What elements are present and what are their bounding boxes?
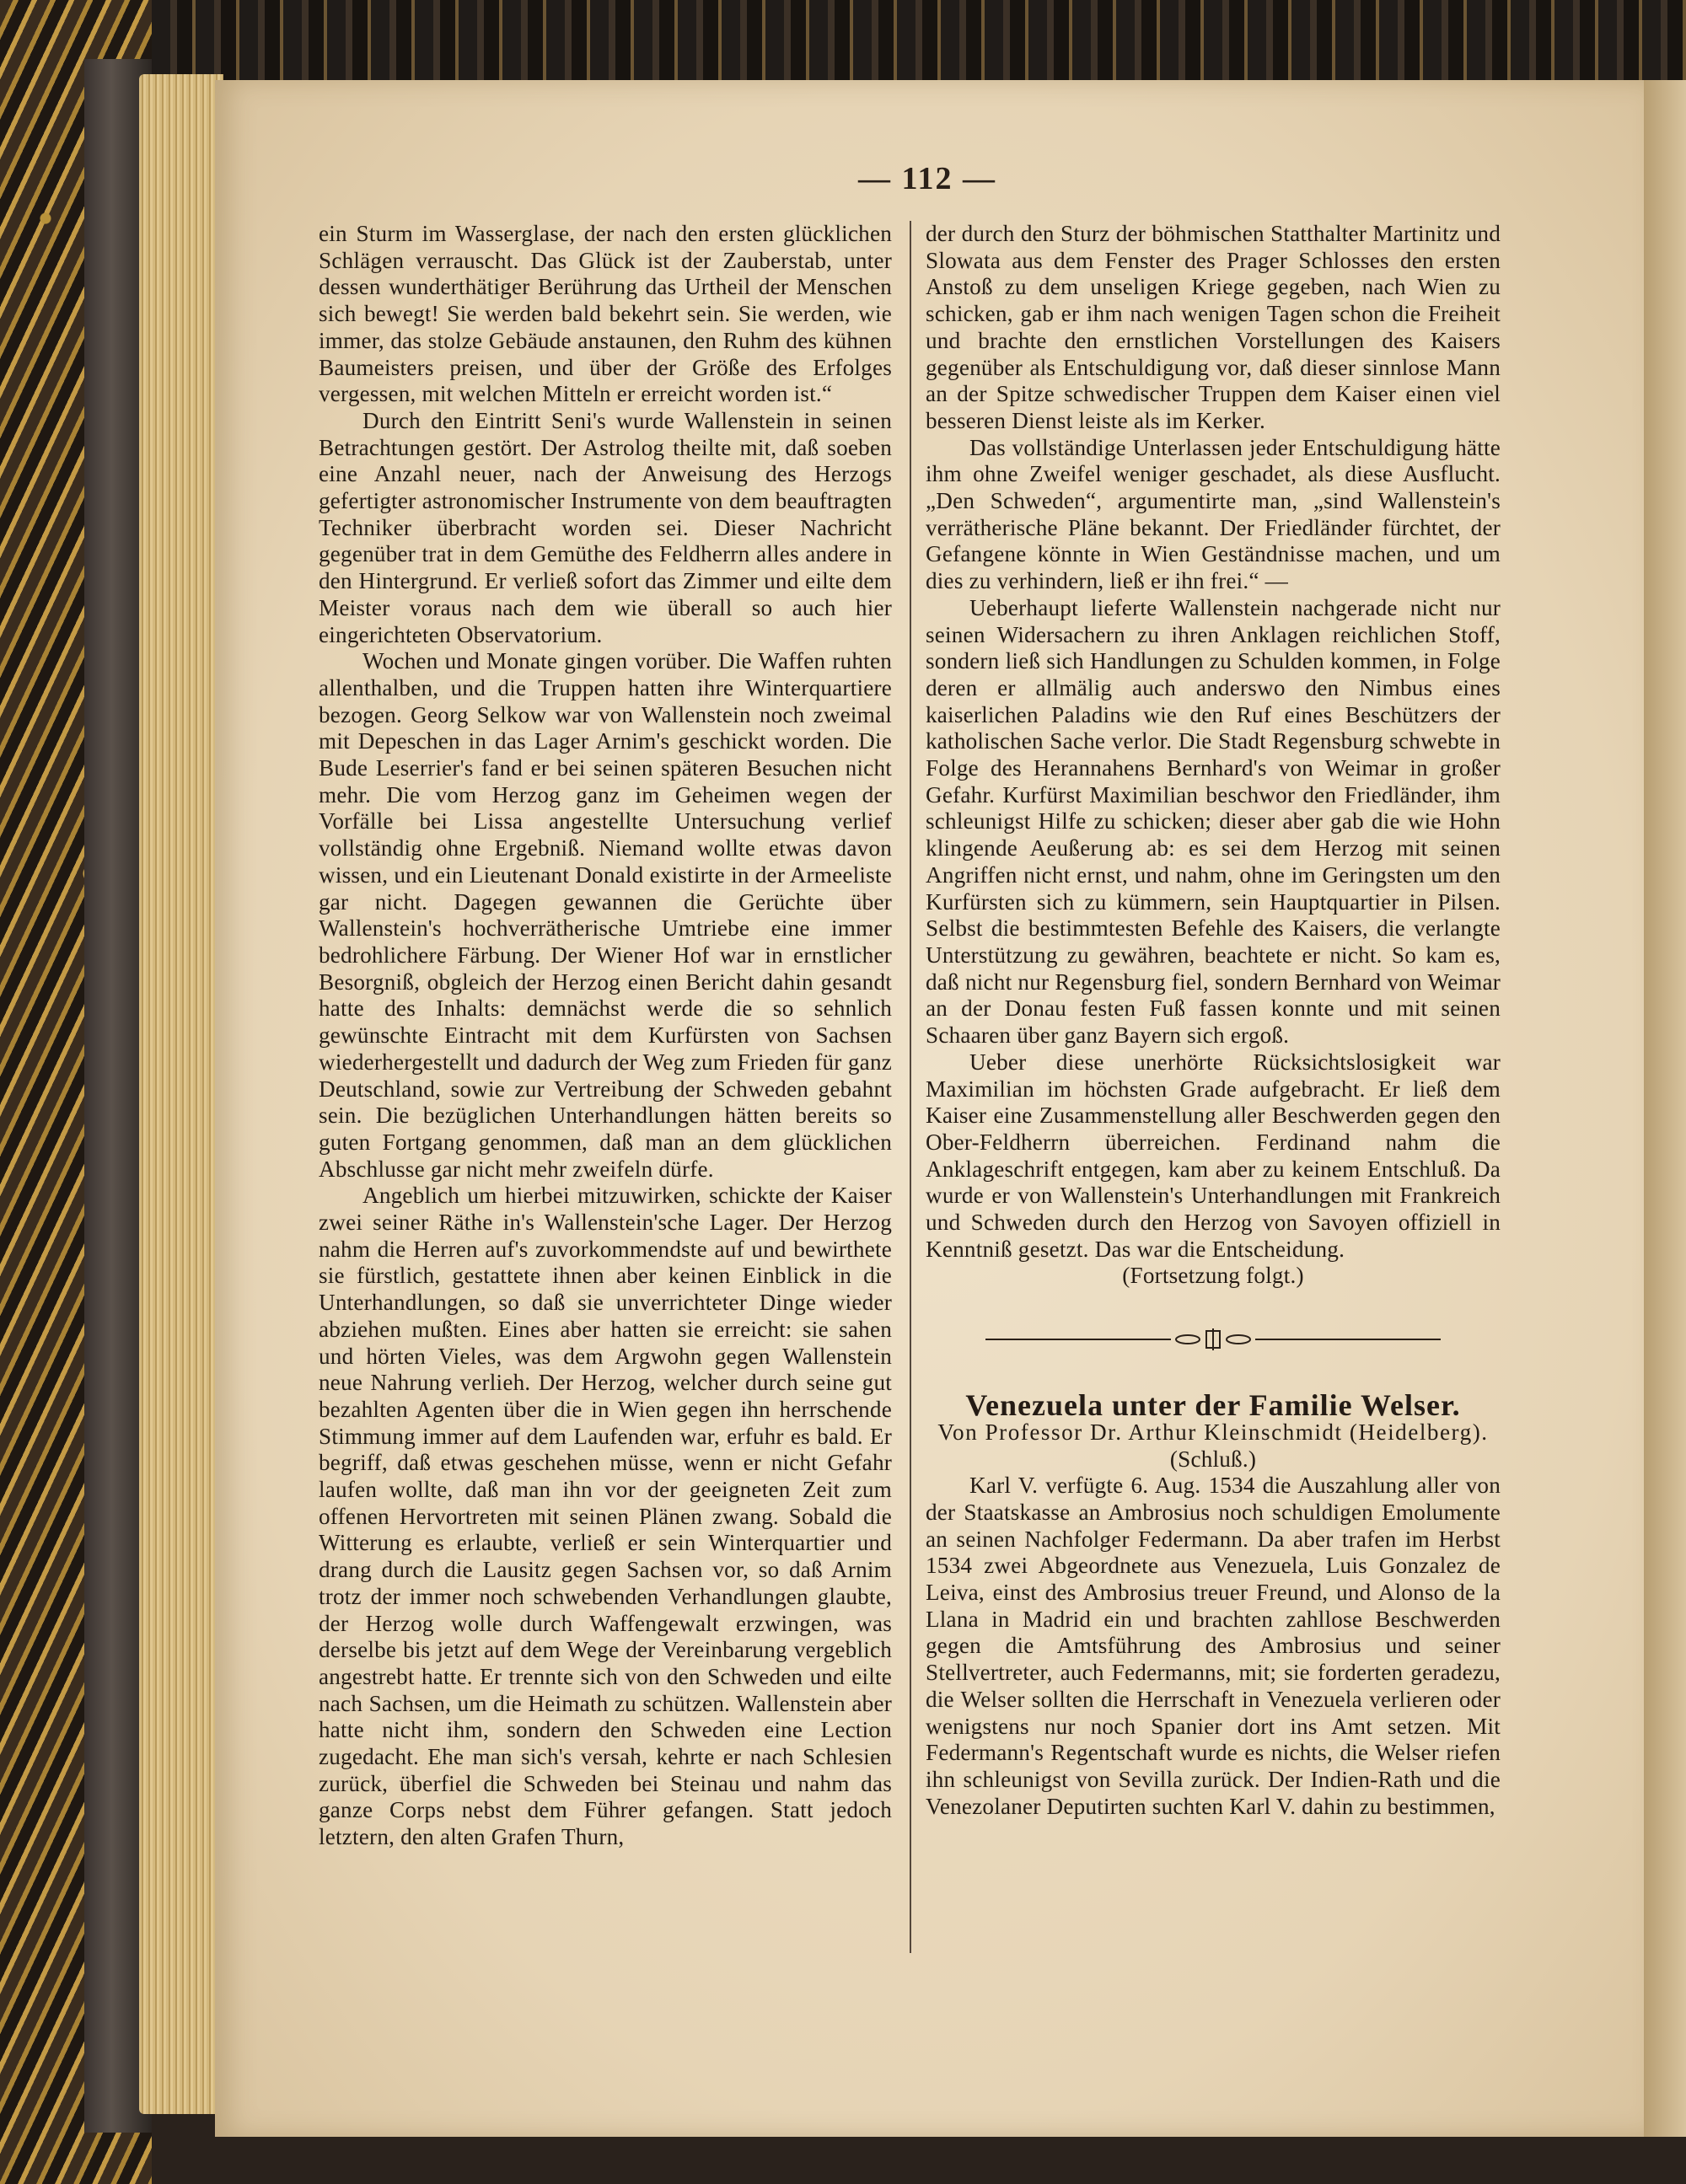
- article-part: (Schluß.): [1169, 1446, 1257, 1472]
- next-page-edge: [1644, 80, 1686, 2137]
- article-byline: Von Professor Dr. Arthur Kleinschmidt (Heidelberg).: [937, 1419, 1489, 1445]
- paragraph: Das vollständige Unterlassen jeder Entschuldigung hätte ihm ohne Zweifel weniger geschadet, als diese Ausflucht. „Den Schweden“, argumentirte man, „sind Wallenstein's verrätherische Pläne bekannt. Der Friedländer fürchtet, der Gefangene könnte in Wien Geständnisse machen, und um dies zu verhindern, ließ er ihn frei.“ —: [926, 434, 1501, 594]
- left-column: [319, 221, 892, 1851]
- ornamental-divider-icon: [985, 1327, 1441, 1352]
- paragraph: Wochen und Monate gingen vorüber. Die Waffen ruhten allenthalben, und die Truppen hatten ihre Winterquartiere bezogen. Georg Selkow war von Wallenstein noch zweimal mit Depeschen in das Lager Arnim's geschickt worden. Die Bude Leserrier's fand er bei seinen späteren Besuchen nicht mehr. Die vom Herzog ganz im Geheimen wegen der Vorfälle bei Lissa angestellte Untersuchung verlief vollständig ohne Ergebniß. Niemand wollte etwas davon wissen, und ein Lieutenant Donald existirte in der Armeeliste gar nicht. Dagegen gewannen die Gerüchte über Wallenstein's hochverrätherische Umtriebe eine immer bedrohlichere Färbung. Der Wiener Hof war in ernstlicher Besorgniß, obgleich der Herzog einen Bericht dahin gesandt hatte des Inhalts: demnächst werde die so sehnlich gewünschte Eintracht mit dem Kurfürsten von Sachsen wiederhergestellt und dadurch der Weg zum Frieden für ganz Deutschland, sowie zur Vertreibung der Schweden gebahnt sein. Die bezüglichen Unterhandlungen hätten bereits so guten Fortgang genommen, daß man an dem glücklichen Abschlusse gar nicht mehr zweifeln dürfe.: [319, 648, 892, 1182]
- paragraph: Ueberhaupt lieferte Wallenstein nachgerade nicht nur seinen Widersachern zu ihren Anklagen reichlichen Stoff, sondern ließ sich Handlungen zu Schulden kommen, in Folge deren er allmälig auch anderswo den Nimbus eines kaiserlichen Paladins wie den Ruf eines Beschützers der katholischen Sache verlor. Die Stadt Regensburg schwebte in Folge des Herannahens Bernhard's von Weimar in großer Gefahr. Kurfürst Maximilian beschwor den Friedländer, ihm schleunigst Hilfe zu schicken; dieser aber gab die wie Hohn klingende Aeußerung ab: es sei dem Herzog mit seinen Angriffen nicht ernst, und nahm, ohne im Geringsten um den Kurfürsten sich zu kümmern, sein Hauptquartier in Pilsen. Selbst die bestimmtesten Befehle des Kaisers, die verlangte Unterstützung zu gewähren, beachtete er nicht. So kam es, daß nicht nur Regensburg fiel, sondern Bernhard von Weimar an der Donau festen Fuß fassen konnte und mit seinen Schaaren über ganz Bayern sich ergoß.: [926, 594, 1501, 1049]
- continuation-note: (Fortsetzung folgt.): [1122, 1263, 1304, 1289]
- right-column: [926, 221, 1501, 1820]
- paragraph: Ueber diese unerhörte Rücksichtslosigkeit war Maximilian im höchsten Grade aufgebracht. Er ließ dem Kaiser eine Zusammenstellung aller Beschwerden gegen den Ober-Feldherrn überreichen. Ferdinand nahm die Anklageschrift entgegen, kam aber zu keinem Entschluß. Da wurde er von Wallenstein's Unterhandlungen mit Frankreich und Schweden durch den Herzog von Savoyen offiziell in Kenntniß gesetzt. Das war die Entscheidung.: [926, 1049, 1501, 1262]
- paragraph: der durch den Sturz der böhmischen Statthalter Martinitz und Slowata aus dem Fenster des Prager Schlosses den ersten Anstoß zu dem unseligen Kriege gegeben, nach Wien zu schicken, gab er ihm nach wenigen Tagen schon die Freiheit und brachte den ernstlichen Vorstellungen des Kaisers gegenüber als Entschuldigung vor, daß dieser sinnlose Mann an der Spitze schwedischer Truppen dem Kaiser einen viel besseren Dienst leiste als im Kerker.: [926, 221, 1501, 433]
- page-stack-edge: [139, 74, 223, 2114]
- paragraph: ein Sturm im Wasserglase, der nach den ersten glücklichen Schlägen verrauscht. Das Glück ist der Zauberstab, unter dessen wunderthätiger Berührung das Urtheil der Menschen sich bewegt! Sie werden bald bekehrt sein. Sie werden, wie immer, das stolze Gebäude anstaunen, den Ruhm des kühnen Baumeisters preisen, und über der Größe des Erfolges vergessen, mit welchen Mitteln er erreicht worden ist.“: [319, 221, 892, 407]
- page-number: — 112 —: [858, 161, 996, 196]
- article-title: Venezuela unter der Familie Welser.: [965, 1388, 1461, 1423]
- paragraph: Karl V. verfügte 6. Aug. 1534 die Auszahlung aller von der Staatskasse an Ambrosius noch schuldigen Emolumente an seinen Nachfolger Federmann. Da aber trafen im Herbst 1534 zwei Abgeordnete aus Venezuela, Luis Gonzalez de Leiva, einst des Ambrosius treuer Freund, und Alonso de la Llana in Madrid ein und brachten zahllose Beschwerden gegen die Amtsführung des Ambrosius und seiner Stellvertreter, auch Federmanns, mit; sie forderten geradezu, die Welser sollten die Herrschaft in Venezuela verlieren oder wenigstens nur noch Spanier dort ins Amt setzen. Mit Federmann's Regentschaft wurde es nichts, die Welser riefen ihn schleunigst von Sevilla zurück. Der Indien-Rath und die Venezolaner Deputirten suchten Karl V. dahin zu bestimmen,: [926, 1473, 1501, 1819]
- paragraph: Durch den Eintritt Seni's wurde Wallenstein in seinen Betrachtungen gestört. Der Astrolog theilte mit, daß soeben eine Anzahl neuer, nach der Anweisung des Herzogs gefertigter astronomischer Instrumente von dem beauftragten Techniker überbracht worden sei. Dieser Nachricht gegenüber trat in dem Gemüthe des Feldherrn alles andere in den Hintergrund. Er verließ sofort das Zimmer und eilte dem Meister voraus nach dem wie überall so auch hier eingerichteten Observatorium.: [319, 407, 892, 647]
- paragraph: Angeblich um hierbei mitzuwirken, schickte der Kaiser zwei seiner Räthe in's Wallenstein'sche Lager. Der Herzog nahm die Herren auf's zuvorkommendste auf und bewirthete sie fürstlich, gestattete ihnen aber keinen Einblick in die Unterhandlungen, so daß sie unverrichteter Dinge wieder abziehen mußten. Eines aber hatten sie erreicht: sie sahen und hörten Vieles, was dem Argwohn gegen Wallenstein neue Nahrung verlieh. Der Herzog, welcher durch seine gut bezahlten Agenten über die in Wien gegen ihn herrschende Stimmung immer auf dem Laufenden war, erfuhr es bald. Er begriff, daß etwas geschehen müsse, wenn er nicht Gefahr laufen wollte, daß man ihn vor der geeigneten Zeit zum offenen Hervortreten mit seinen Plänen zwang. Sobald die Witterung es erlaubte, verließ er sein Winterquartier und drang durch die Lausitz gegen Sachsen vor, so daß Arnim trotz der immer noch schwebenden Verhandlungen glaubte, der Herzog wolle durch Waffengewalt erzwingen, was derselbe bis jetzt auf dem Wege der Vereinbarung vergeblich angestrebt hatte. Er trennte sich von den Schweden und eilte nach Sachsen, um die Heimath zu schützen. Wallenstein aber hatte nicht ihm, sondern den Schweden eine Lection zugedacht. Ehe man sich's versah, kehrte er nach Schlesien zurück, überfiel die Schweden bei Steinau und nahm das ganze Corps nebst dem Führer gefangen. Statt jedoch letztern, den alten Grafen Thurn,: [319, 1183, 892, 1850]
- column-divider: [910, 221, 911, 1953]
- top-marbled-edge: [152, 0, 1686, 80]
